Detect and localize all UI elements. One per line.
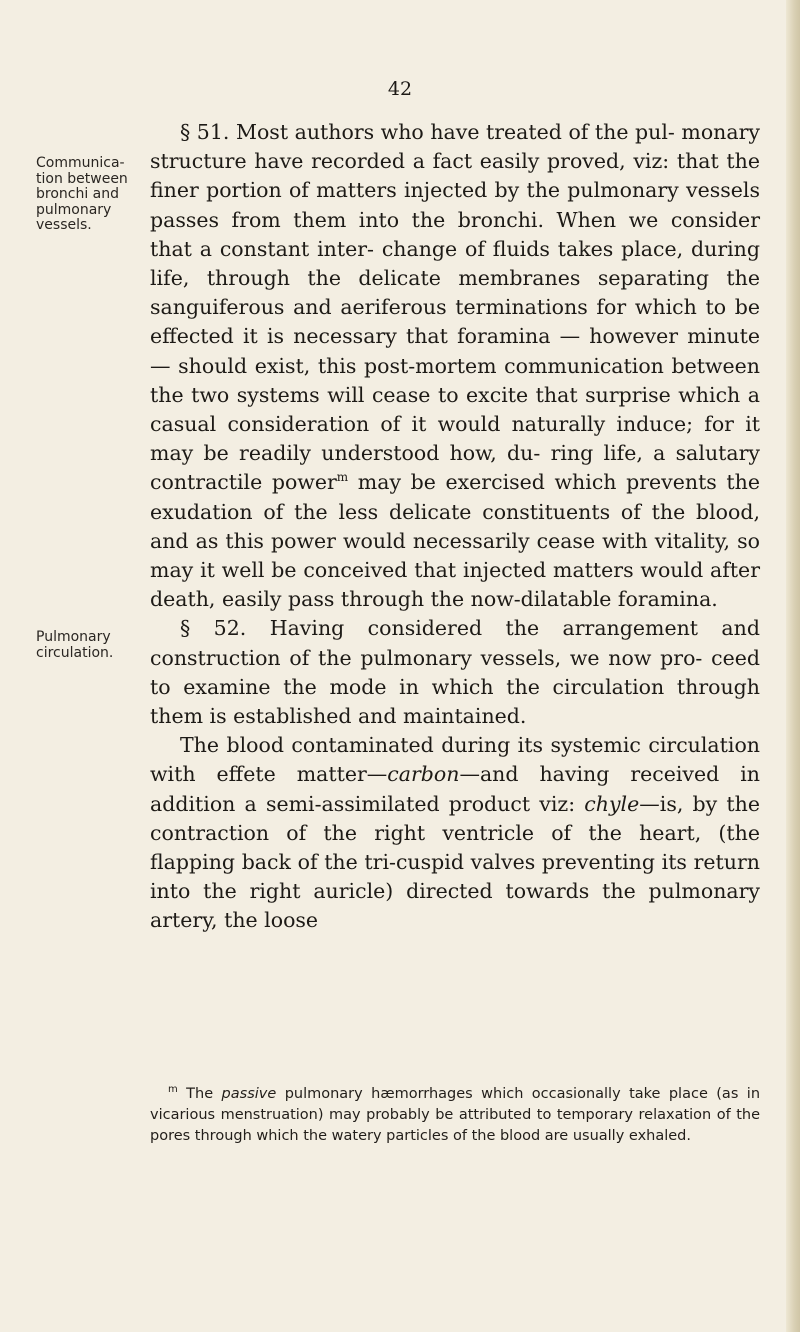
margin-note-communication: Communica- tion between bronchi and pulmonary vessels. [36,155,128,233]
footnote-text-b: pulmonary hæmorrhages which occasionally take place (as in vicarious menstruation) may probably be attributed to temporary relaxation of the pores through which the watery particles of the blood are usually exhaled. [150,1086,761,1144]
footnote-text-a: The [177,1086,222,1102]
paragraph-51-text-a: Most authors who have treated of the pul- monary structure have recorded a fact easily proved, viz: that the finer portion of matters injected by the pulmonary vessels passes from them into the bronchi. When we consider that a constant inter- change of fluids takes place, during life, through the delicate membranes separating the sanguiferous and aeriferous terminations for which to be effected it is necessary that foramina — however minute — should exist, this post-mortem communication between the two systems will cease to excite that surprise which a casual consideration of it would naturally induce; for it may be readily understood how, du- ring life, a salutary contractile power [150,120,760,495]
page-edge [786,0,800,1332]
body-text [150,118,760,936]
paragraph-blood [150,731,760,935]
footnote-italic-passive: passive [221,1086,277,1102]
footnote-mark: m [168,1084,178,1096]
page-number: 42 [387,78,413,100]
footnote [150,1084,760,1147]
margin-note-pulmonary-circulation: Pulmonary circulation. [36,629,114,661]
paragraph-blood-text-a: The blood contaminated during its systemic circulation with effete matter— [150,733,760,787]
paragraph-52-text: Having considered the arrangement and construction of the pulmonary vessels, we now pro- ceed to examine the mode in which the circulation through them is established and maintained. [150,616,760,729]
footnote-reference: m [336,470,349,485]
paragraph-blood-text-b: —and having received in addition a semi-assimilated product viz: [150,762,760,816]
paragraph-51-text-b: may be exercised which prevents the exudation of the less delicate constituents of the blood, and as this power would necessarily cease with vitality, so may it well be conceived that injected matters would after death, easily pass through the now-dilatable foramina. [150,470,760,612]
paragraph-blood-text-c: —is, by the contraction of the right ventricle of the heart, (the flapping back of the tri-cuspid valves preventing its return into the right auricle) directed towards the pulmonary artery, the loose [150,791,760,933]
italic-chyle: chyle [584,791,640,816]
italic-carbon: carbon [387,762,460,787]
paragraph-52 [150,614,760,731]
section-number-52: § 52. [180,616,247,641]
section-number-51: § 51. [180,120,230,144]
paragraph-51 [150,118,760,614]
